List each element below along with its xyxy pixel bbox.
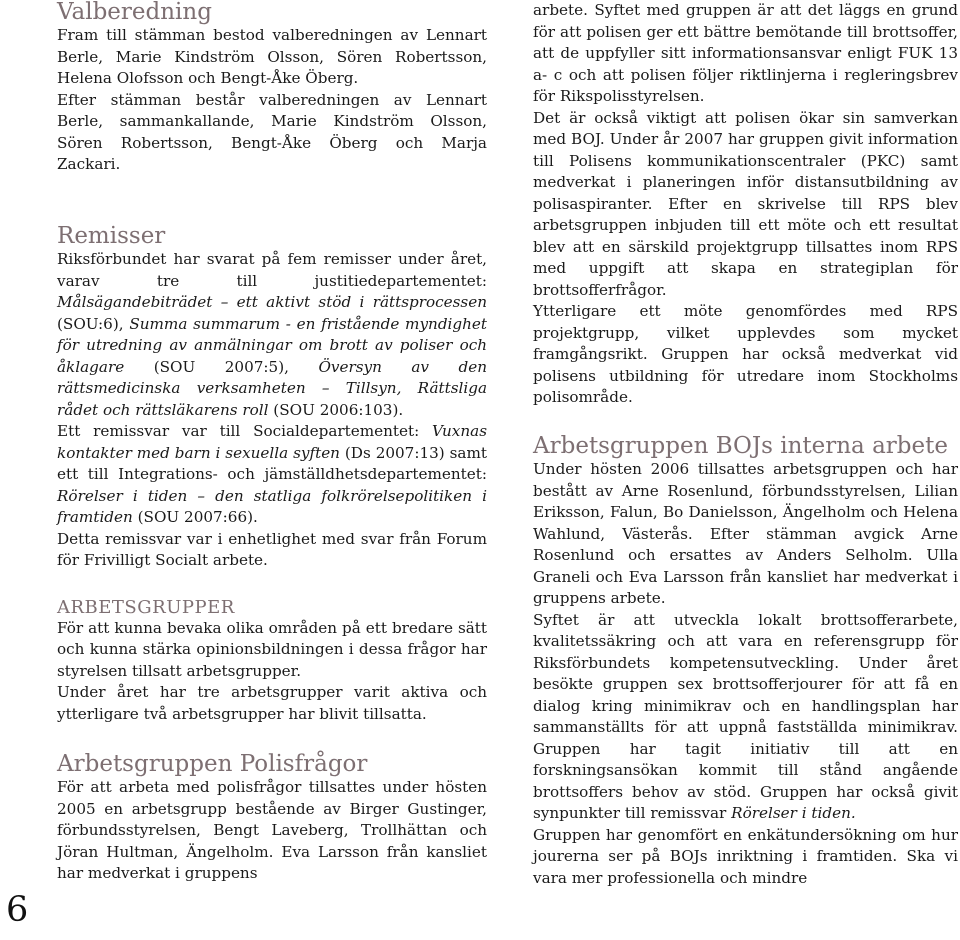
section-boj [533, 434, 958, 889]
section-polisfragor [57, 752, 487, 885]
section-valberedning [57, 0, 487, 176]
boj-paragraph-2: Syftet är att utveckla lokalt brottsofferarbete, kvalitetssäkring och att vara en referensgrupp för Riksförbundets kompetensutveckling. Under året besökte gruppen sex brottsofferjourer för att få en dialog kring minimikrav och en handlingsplan har sammanställts för att uppnå fastställda minimikrav. Gruppen har tagit initiativ till att en forskningsansökan kommit till stånd angående brottsoffers behov av stöd. Gruppen har också givit synpunkter till remissvar Rörelser i tiden. [533, 610, 958, 823]
arbetsgrupper-paragraph-1: För att kunna bevaka olika områden på ett bredare sätt och kunna stärka opinionsbildningen i dessa frågor har styrelsen tillsatt arbetsgrupper. [57, 618, 487, 680]
valberedning-paragraph-2: Efter stämman består valberedningen av Lennart Berle, sammankallande, Marie Kindström Olsson, Sören Robertsson, Bengt-Åke Öberg och Marja Zackari. [57, 90, 487, 174]
arbetsgrupper-paragraph-2: Under året har tre arbetsgrupper varit aktiva och ytterligare två arbetsgrupper har blivit tillsatta. [57, 683, 487, 723]
section-remisser [57, 224, 487, 572]
remisser-paragraph-2: Ett remissvar var till Socialdepartementet: Vuxnas kontakter med barn i sexuella syften (Ds 2007:13) samt ett till Integrations- och jämställdhetsdepartementet: Rörelser i tiden – den statliga folkrörelsepolitiken i framtiden (SOU 2007:66). [57, 422, 487, 527]
boj-paragraph-1: Under hösten 2006 tillsattes arbetsgruppen och har bestått av Arne Rosenlund, förbundsstyrelsen, Lilian Eriksson, Falun, Bo Danielsson, Ängelholm och Helena Wahlund, Västerås. Efter stämman avgick Arne Rosenlund och ersattes av Anders Selholm. Ulla Graneli och Eva Larsson från kansliet har medverkat i gruppens arbete. [533, 460, 958, 608]
heading-remisser: Remisser [57, 223, 166, 249]
valberedning-paragraph-1: Fram till stämman bestod valberedningen av Lennart Berle, Marie Kindström Olsson, Sören Robertsson, Helena Olofsson och Bengt-Åke Öberg. [57, 26, 487, 88]
heading-boj: Arbetsgruppen BOJs interna arbete [533, 433, 948, 459]
polisfragor-cont-paragraph-1: arbete. Syftet med gruppen är att det läggs en grund för att polisen ger ett bättre bemötande till brottsoffer, att de uppfyller sitt informationsansvar enligt FUK 13 a- c och att polisen följer riktlinjerna i regleringsbrev för Rikspolisstyrelsen. [533, 1, 958, 105]
polisfragor-cont-paragraph-2: Det är också viktigt att polisen ökar sin samverkan med BOJ. Under år 2007 har gruppen givit information till Polisens kommunikationscentraler (PKC) samt medverkat i planeringen inför distansutbildning av polisaspiranter. Efter en skrivelse till RPS blev arbetsgruppen inbjuden till ett möte och ett resultat blev att en särskild projektgrupp tillsattes inom RPS med uppgift att skapa en strategiplan för brottsofferfrågor. [533, 108, 958, 299]
page-number: 6 [6, 890, 29, 930]
polisfragor-cont-paragraph-3: Ytterligare ett möte genomfördes med RPS projektgrupp, vilket upplevdes som mycket framgångsrikt. Gruppen har också medverkat vid polisens utbildning för utredare inom Stockholms polisområde. [533, 302, 958, 406]
section-polisfragor-continued [533, 0, 958, 409]
heading-valberedning: Valberedning [57, 0, 212, 25]
remisser-paragraph-1: Riksförbundet har svarat på fem remisser under året, varav tre till justitiedepartementet: Målsägandebiträdet – ett aktivt stöd i rättsprocessen (SOU:6), Summa summarum - en fristående myndighet för utredning av anmälningar om brott av poliser och åklagare (SOU 2007:5), Översyn av den rättsmedicinska verksamheten – Tillsyn, Rättsliga rådet och rättsläkarens roll (SOU 2006:103). [57, 250, 488, 419]
heading-polisfragor: Arbetsgruppen Polisfrågor [57, 751, 368, 777]
polisfragor-paragraph-1: För att arbeta med polisfrågor tillsattes under hösten 2005 en arbetsgrupp bestående av Birger Gustinger, förbundsstyrelsen, Bengt Laveberg, Trollhättan och Jöran Hultman, Ängelholm. Eva Larsson från kansliet har medverkat i gruppens [57, 778, 487, 883]
boj-paragraph-3: Gruppen har genomfört en enkätundersökning om hur jourerna ser på BOJs inriktning i framtiden. Ska vi vara mer professionella och mindre [533, 825, 958, 887]
section-arbetsgrupper [57, 598, 487, 725]
remisser-paragraph-3: Detta remissvar var i enhetlighet med svar från Forum för Frivilligt Socialt arbete. [57, 529, 487, 570]
heading-arbetsgrupper: ARBETSGRUPPER [57, 597, 235, 618]
